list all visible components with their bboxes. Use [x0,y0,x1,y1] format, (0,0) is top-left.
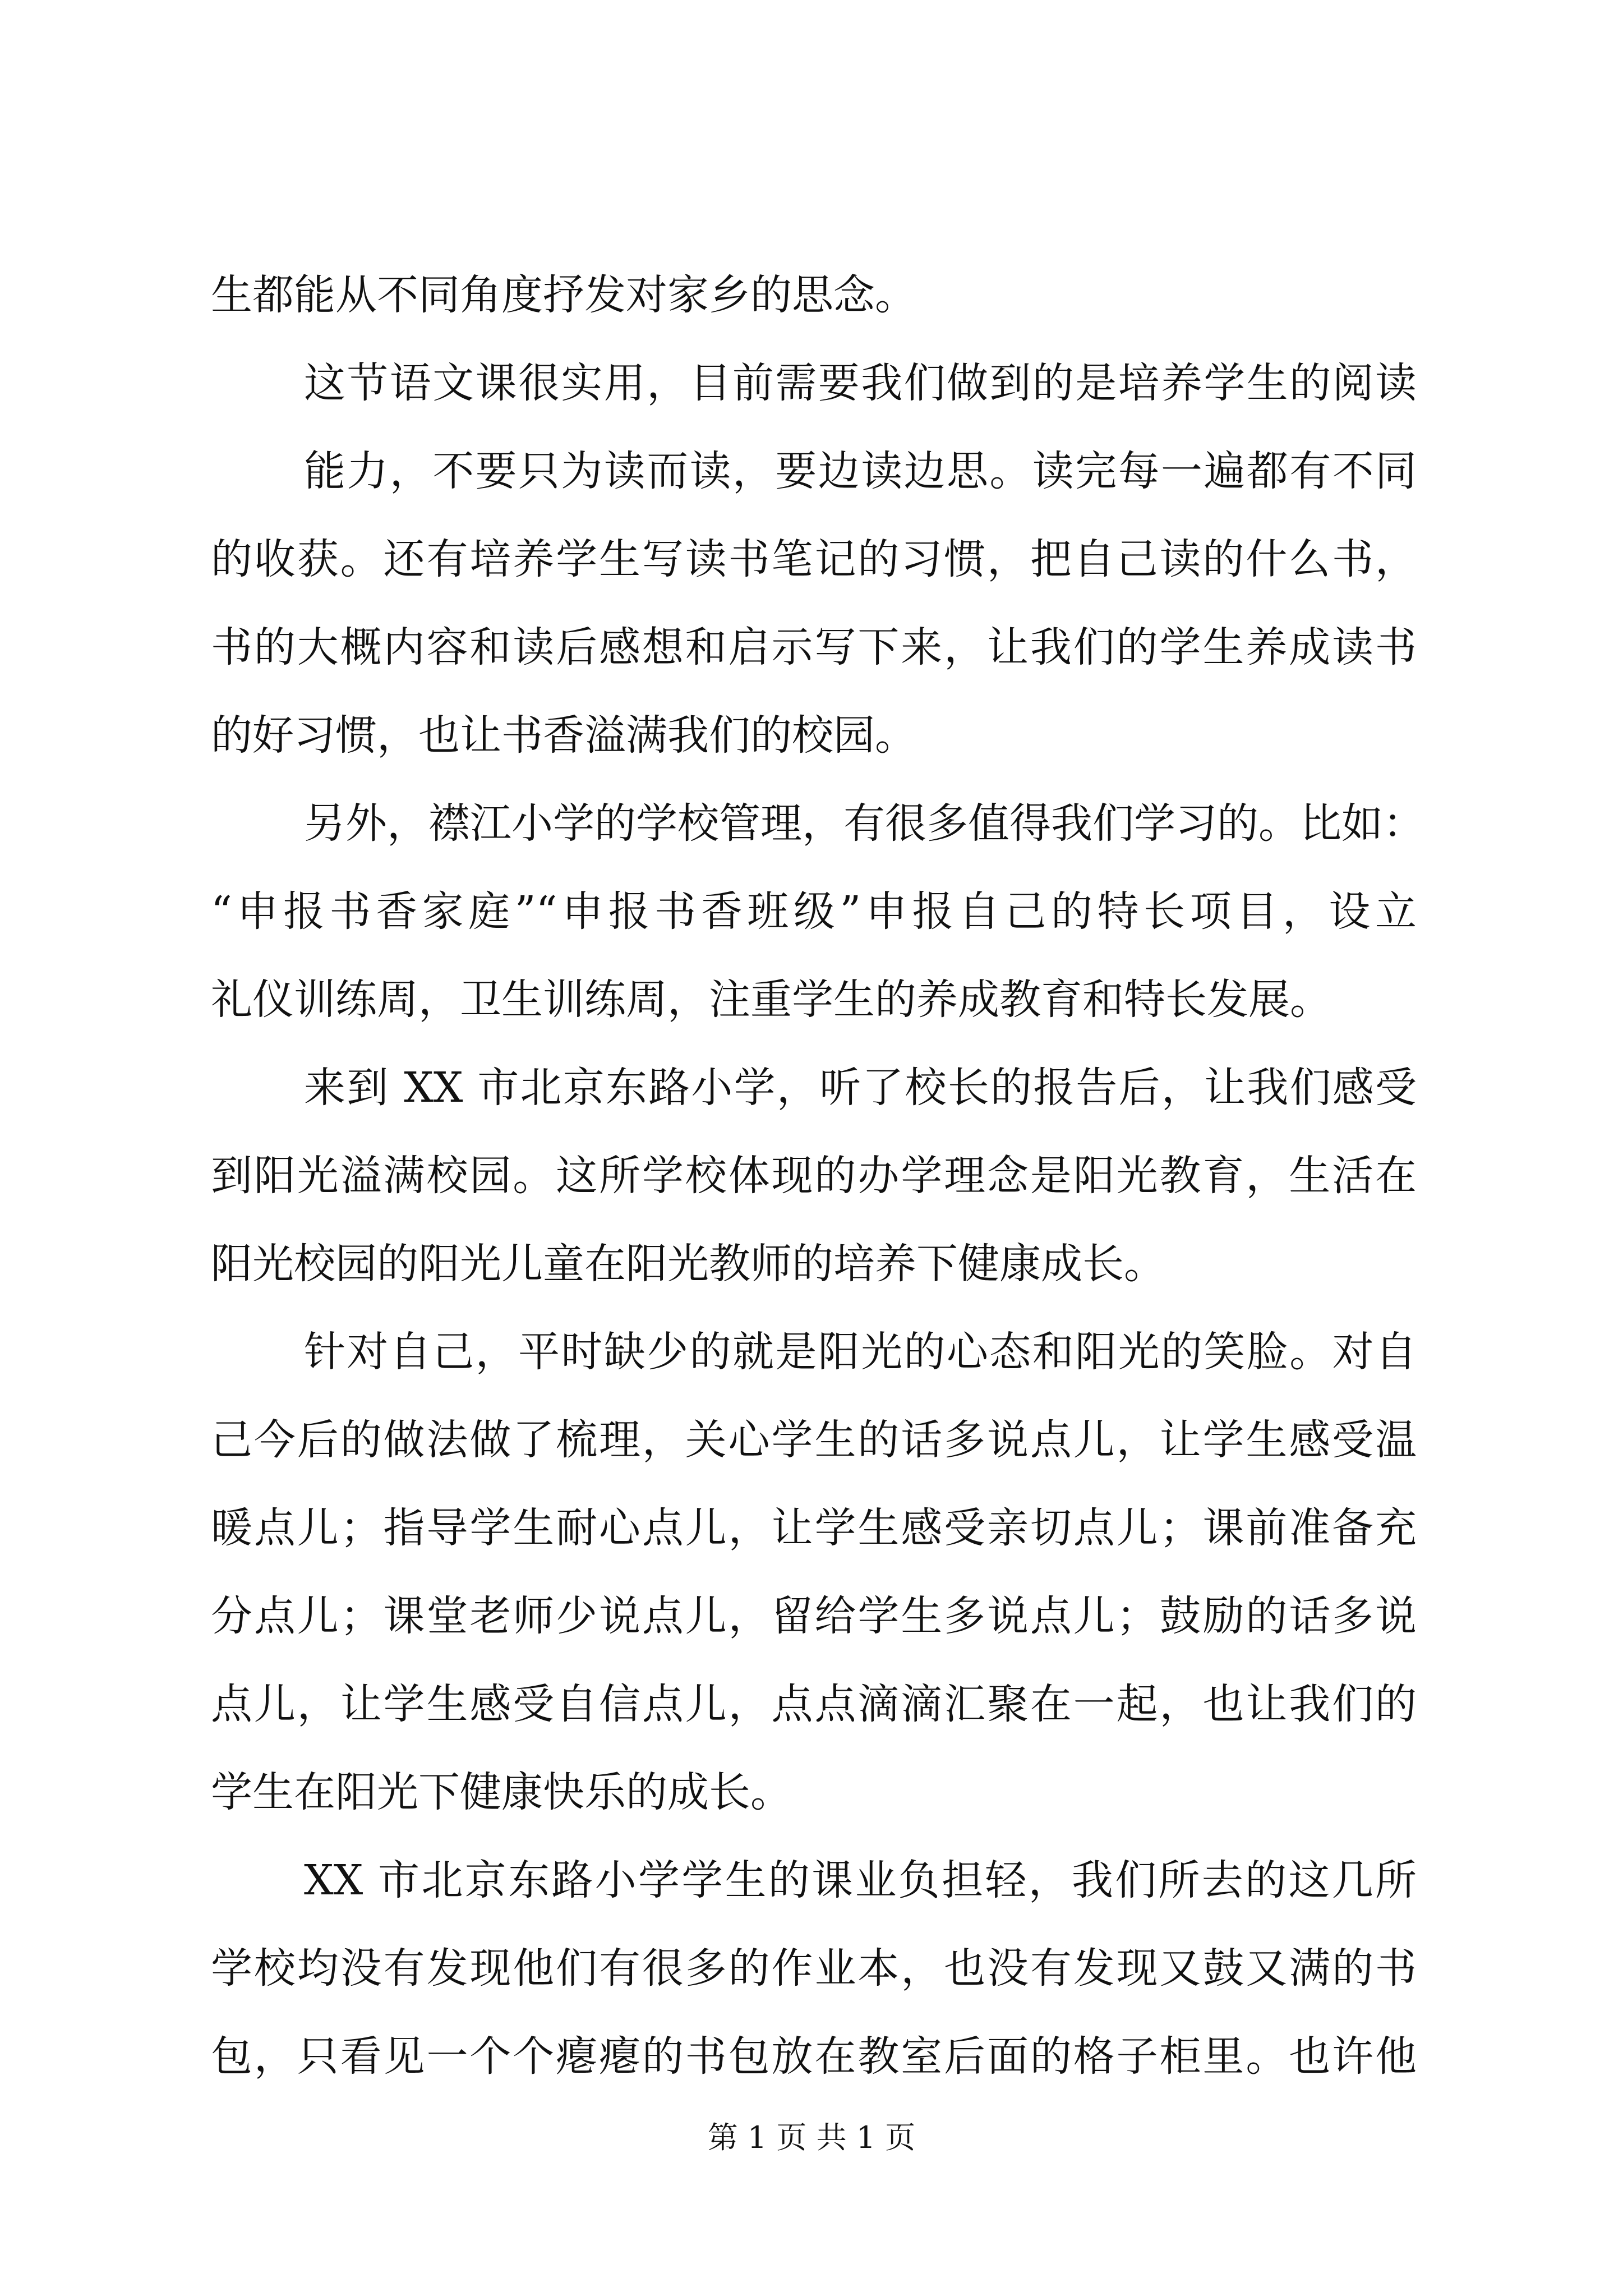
text-line: 学校均没有发现他们有很多的作业本，也没有发现又鼓又满的书 [211,1944,1417,1993]
text-line: 分点儿；课堂老师少说点儿，留给学生多说点儿；鼓励的话多说 [211,1592,1417,1640]
text-line: 来到 XX 市北京东路小学，听了校长的报告后，让我们感受 [304,1064,1417,1112]
document-body [211,251,1424,2101]
text-line: 书的大概内容和读后感想和启示写下来，让我们的学生养成读书 [211,623,1417,671]
text-line: 针对自己，平时缺少的就是阳光的心态和阳光的笑脸。对自 [304,1328,1417,1376]
text-line: 点儿，让学生感受自信点儿，点点滴滴汇聚在一起，也让我们的 [211,1680,1417,1728]
text-line: 暖点儿；指导学生耐心点儿，让学生感受亲切点儿；课前准备充 [211,1504,1417,1552]
text-line: 包，只看见一个个瘪瘪的书包放在教室后面的格子柜里。也许他 [211,2032,1417,2081]
text-line: 学生在阳光下健康快乐的成长。 [211,1768,792,1816]
text-line: “申报书香家庭”“申报书香班级”申报自己的特长项目，设立 [211,887,1417,936]
text-line: 这节语文课很实用，目前需要我们做到的是培养学生的阅读 [304,359,1417,407]
text-line: 到阳光溢满校园。这所学校体现的办学理念是阳光教育，生活在 [211,1152,1417,1200]
text-line: 己今后的做法做了梳理，关心学生的话多说点儿，让学生感受温 [211,1416,1417,1464]
text-line: 能力，不要只为读而读，要边读边思。读完每一遍都有不同 [304,447,1417,495]
text-line: 礼仪训练周，卫生训练周，注重学生的养成教育和特长发展。 [211,976,1331,1024]
text-line: 阳光校园的阳光儿童在阳光教师的培养下健康成长。 [211,1240,1165,1288]
text-line: 另外，襟江小学的学校管理，有很多值得我们学习的。比如： [304,799,1424,848]
text-line: XX 市北京东路小学学生的课业负担轻，我们所去的这几所 [304,1856,1417,1904]
text-line: 的好习惯，也让书香溢满我们的校园。 [211,711,916,760]
page-number-footer: 第 1 页 共 1 页 [707,2120,916,2155]
text-line: 生都能从不同角度抒发对家乡的思念。 [211,271,916,319]
text-line: 的收获。还有培养学生写读书笔记的习惯，把自己读的什么书， [211,535,1417,583]
